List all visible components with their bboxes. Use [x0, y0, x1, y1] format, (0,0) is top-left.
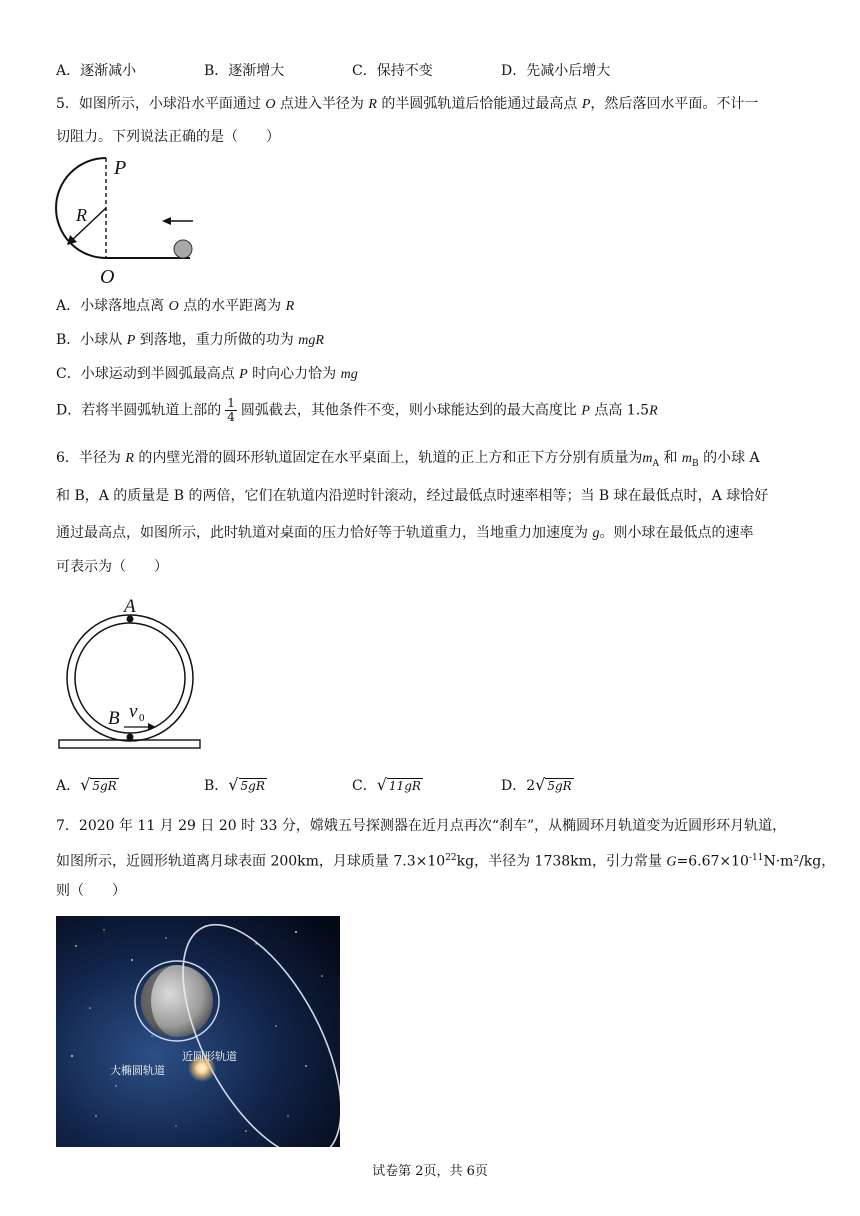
q4-option-a: A．逐渐减小 [56, 63, 137, 79]
q5-stem-line1: 5．如图所示，小球沿水平面通过 O 点进入半径为 R 的半圆弧轨道后恰能通过最高点 P，然后落回水平面。不计一 [56, 96, 759, 112]
label-near-circular-orbit: 近圆形轨道 [182, 1051, 237, 1063]
page-footer: 试卷第 2页，共 6页 [372, 1164, 488, 1179]
fig-label-p: P [114, 157, 127, 179]
q7-stem-line2: 如图所示，近圆形轨道离月球表面 200km，月球质量 $7.3\times 10^{22}kg$，半径为 1738km，引力常量 $G=6.67\times 10^{-11}N\cdot m^2/kg$， [56, 853, 836, 870]
fig-label-r: R [76, 205, 87, 225]
fig-label-o: O [100, 266, 115, 288]
q6-stem-line1: 6．半径为 R 的内壁光滑的圆环形轨道固定在水平桌面上，轨道的正上方和正下方分别有质量为$m_A$ 和 $m_B$ 的小球 A [56, 450, 760, 469]
q7-stem-line3: 则（ ） [56, 883, 126, 899]
q4-option-c: C．保持不变 [352, 63, 433, 79]
fraction-one-quarter: $\frac{1}{4}$ [227, 396, 235, 424]
fig-label-a: A [124, 596, 136, 617]
label-large-elliptical-orbit: 大椭圆轨道 [110, 1065, 165, 1077]
fig-label-b: B [108, 708, 120, 729]
q4-option-b: B．逐渐增大 [204, 63, 285, 79]
q6-option-c: C．√ 11gR [352, 775, 421, 794]
q5-option-a: A．小球落地点离 O 点的水平距离为 R [56, 298, 295, 314]
q5-option-c: C．小球运动到半圆弧最高点 P 时向心力恰为 mg [56, 366, 358, 382]
q6-stem-line3: 通过最高点，如图所示，此时轨道对桌面的压力恰好等于轨道重力，当地重力加速度为 g。则小球在最低点的速率 [56, 525, 754, 541]
q5-stem-line2: 切阻力。下列说法正确的是（ ） [56, 129, 280, 145]
q6-option-a: A．√ 5gR [56, 775, 117, 794]
q6-stem-line4: 可表示为（ ） [56, 559, 168, 575]
q6-option-b: B．√ 5gR [204, 775, 265, 794]
q7-stem-line1: 7．2020 年 11 月 29 日 20 时 33 分，嫦娥五号探测器在近月点再次“刹车”，从椭圆环月轨道变为近圆形环月轨道， [56, 818, 787, 834]
q5-option-b: B．小球从 P 到落地，重力所做的功为 mgR [56, 332, 324, 348]
q6-figure [56, 594, 206, 752]
q6-stem-line2: 和 B，A 的质量是 B 的两倍，它们在轨道内沿逆时针滚动，经过最低点时速率相等；当 B 球在最低点时，A 球恰好 [56, 488, 769, 504]
lunar-orbit-image [56, 916, 340, 1147]
fig-label-v: v [129, 701, 138, 722]
fig-label-v-sub: 0 [139, 712, 145, 724]
q5-figure [50, 150, 210, 290]
q4-option-d: D．先减小后增大 [501, 63, 611, 79]
q6-option-d: D．2√ 5gR [501, 775, 572, 794]
q5-option-d: D．若将半圆弧轨道上部的 $\frac{1}{4}$ 圆弧截去，其他条件不变，则小球能达到的最大高度比 P 点高 1.5R [56, 396, 658, 424]
